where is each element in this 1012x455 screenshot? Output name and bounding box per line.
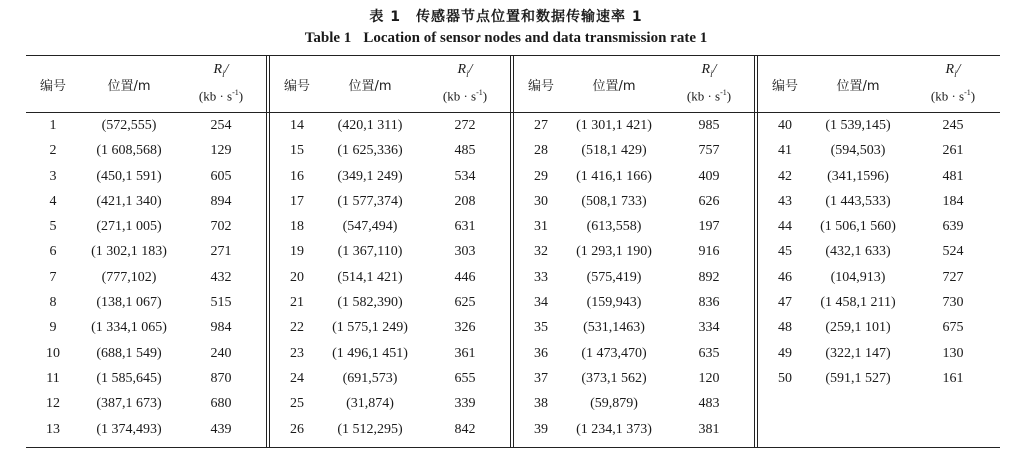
cell-rate: 631 [454,219,476,235]
cell-number: 31 [534,219,548,235]
cell-position: (518,1 429) [581,143,647,159]
header-number: 编号 [283,79,310,94]
cell-number: 48 [778,320,792,336]
table-row [26,291,266,316]
cell-position: (271,1 005) [96,219,162,235]
cell-position: (432,1 633) [825,244,891,260]
table-row [758,291,1000,316]
cell-position: (531,1463) [583,320,645,336]
cell-rate: 916 [698,244,720,260]
cell-rate: 208 [454,193,476,209]
table-column-group [270,55,510,447]
table-header [514,55,754,112]
header-rate [664,61,754,106]
header-rate-exponent: -1 [720,87,727,97]
cell-rate: 524 [942,244,964,260]
cell-rate: 197 [698,219,720,235]
cell-number: 23 [290,345,304,361]
cell-position: (450,1 591) [96,168,162,184]
header-rate [908,61,998,106]
table-row [26,215,266,240]
cell-position: (691,573) [342,370,398,386]
cell-number: 43 [778,193,792,209]
cell-rate: 639 [942,219,964,235]
cell-rate: 635 [698,345,720,361]
cell-position: (373,1 562) [581,370,647,386]
cell-rate: 161 [942,370,964,386]
table-row [270,291,510,316]
table-row [270,418,510,443]
header-rate-exponent: -1 [232,87,239,97]
cell-position: (59,879) [590,396,638,412]
header-number: 编号 [771,79,798,94]
header-rate-symbol: $R_i/$ [213,62,229,79]
cell-rate: 680 [210,396,232,412]
cell-number: 17 [290,193,304,209]
cell-rate: 326 [454,320,476,336]
cell-rate: 730 [942,295,964,311]
cell-position: (613,558) [586,219,642,235]
cell-number: 2 [49,143,57,159]
cell-number: 10 [46,345,60,361]
cell-number: 4 [49,193,57,209]
cell-rate: 120 [698,370,720,386]
cell-position: (547,494) [342,219,398,235]
cell-number: 16 [290,168,304,184]
header-rate-symbol: $R_i/$ [701,62,717,79]
cell-number: 36 [534,345,548,361]
cell-number: 13 [46,421,60,437]
table-row [758,367,1000,392]
header-rate-subscript: i [222,68,225,79]
cell-rate: 625 [454,295,476,311]
cell-position: (1 334,1 065) [91,320,167,336]
table-row [270,392,510,417]
cell-rate: 381 [698,421,720,437]
table-title: Location of sensor nodes and data transmission rate 1 [363,30,708,46]
cell-position: (1 374,493) [96,421,162,437]
cell-position: (31,874) [346,396,394,412]
table-row [26,316,266,341]
cell-number: 9 [49,320,57,336]
cell-number: 34 [534,295,548,311]
table-row [758,240,1000,265]
cell-rate: 985 [698,118,720,133]
cell-number: 22 [290,320,304,336]
table-row [514,418,754,443]
cell-position: (1 625,336) [337,143,403,159]
cell-number: 15 [290,143,304,159]
cell-rate: 271 [210,244,232,260]
table-column-group [758,55,1000,447]
header-number: 编号 [527,79,554,94]
cell-number: 50 [778,370,792,386]
cell-position: (1 458,1 211) [820,295,896,311]
cell-rate: 254 [210,118,232,133]
cell-number: 1 [49,118,57,133]
header-rate-exponent: -1 [476,87,483,97]
cell-number: 37 [534,370,548,386]
cell-rate: 184 [942,193,964,209]
cell-rate: 483 [698,396,720,412]
cell-position: (387,1 673) [96,396,162,412]
cell-rate: 984 [210,320,232,336]
cell-position: (1 473,470) [581,345,647,361]
table-row [758,139,1000,164]
cell-position: (259,1 101) [825,320,891,336]
cell-position: (572,555) [101,118,157,133]
bottom-rule [26,447,1000,448]
cell-number: 19 [290,244,304,260]
cell-rate: 339 [454,396,476,412]
header-rate-unit: $(kb \cdot s^{-1})$ [930,87,976,104]
table-body [270,114,510,443]
table-number: Table 1 [304,30,352,46]
table-row [758,266,1000,291]
cell-position: (1 585,645) [96,370,162,386]
cell-number: 3 [49,168,57,184]
cell-position: (349,1 249) [337,168,403,184]
cell-position: (508,1 733) [581,193,647,209]
cell-rate: 836 [698,295,720,311]
header-rate [176,61,266,106]
cell-number: 12 [46,396,60,412]
cell-position: (1 443,533) [825,193,891,209]
cell-number: 42 [778,168,792,184]
cell-number: 49 [778,345,792,361]
cell-position: (1 575,1 249) [332,320,408,336]
cell-rate: 626 [698,193,720,209]
table-header [270,55,510,112]
table-row [26,266,266,291]
header-position: 位置/m [836,79,880,94]
cell-number: 35 [534,320,548,336]
table-body [514,114,754,443]
table-row [270,139,510,164]
cell-position: (1 582,390) [337,295,403,311]
cell-position: (1 293,1 190) [576,244,652,260]
header-position: 位置/m [107,79,151,94]
table-row [758,114,1000,139]
header-rate-subscript: i [710,68,713,79]
cell-number: 28 [534,143,548,159]
table-row [758,190,1000,215]
cell-rate: 361 [454,345,476,361]
table-row [514,165,754,190]
cell-number: 38 [534,396,548,412]
cell-number: 46 [778,269,792,285]
table-row [26,165,266,190]
cell-rate: 446 [454,269,476,285]
cell-number: 29 [534,168,548,184]
cell-rate: 303 [454,244,476,260]
cell-position: (421,1 340) [96,193,162,209]
table-row [26,139,266,164]
cell-number: 5 [49,219,57,235]
table-row [26,190,266,215]
table-row [514,367,754,392]
cell-rate: 842 [454,421,476,437]
table-caption-chinese: 表 1 传感器节点位置和数据传输速率 1 [369,9,643,25]
cell-rate: 481 [942,168,964,184]
cell-position: (591,1 527) [825,370,891,386]
cell-rate: 130 [942,345,964,361]
table-row [514,215,754,240]
cell-rate: 485 [454,143,476,159]
table-row [26,342,266,367]
table-row [514,342,754,367]
table-row [514,266,754,291]
cell-rate: 334 [698,320,720,336]
table-row [514,139,754,164]
cell-position: (104,913) [830,269,886,285]
table-row [514,392,754,417]
table-caption-english [0,30,1012,47]
table-row [270,165,510,190]
table-body [758,114,1000,392]
table-row [270,367,510,392]
cell-position: (1 302,1 183) [91,244,167,260]
cell-number: 21 [290,295,304,311]
cell-position: (420,1 311) [337,118,403,133]
table-row [26,240,266,265]
table-row [270,215,510,240]
cell-rate: 870 [210,370,232,386]
cell-position: (1 512,295) [337,421,403,437]
header-rate-unit: $(kb \cdot s^{-1})$ [198,87,244,104]
cell-rate: 439 [210,421,232,437]
cell-number: 39 [534,421,548,437]
cell-position: (575,419) [586,269,642,285]
table-row [758,165,1000,190]
cell-position: (594,503) [830,143,886,159]
cell-position: (777,102) [101,269,157,285]
table-row [758,215,1000,240]
cell-rate: 261 [942,143,964,159]
table-header [26,55,266,112]
cell-rate: 605 [210,168,232,184]
header-rate-unit: $(kb \cdot s^{-1})$ [686,87,732,104]
cell-number: 33 [534,269,548,285]
cell-position: (1 496,1 451) [332,345,408,361]
cell-position: (1 367,110) [337,244,403,260]
table-row [270,190,510,215]
cell-number: 45 [778,244,792,260]
cell-number: 8 [49,295,57,311]
cell-number: 32 [534,244,548,260]
table-column-group [514,55,754,447]
cell-position: (1 608,568) [96,143,162,159]
cell-position: (138,1 067) [96,295,162,311]
cell-position: (514,1 421) [337,269,403,285]
table-row [758,316,1000,341]
cell-position: (1 577,374) [337,193,403,209]
cell-number: 6 [49,244,57,260]
cell-rate: 757 [698,143,720,159]
cell-number: 25 [290,396,304,412]
cell-number: 41 [778,143,792,159]
table-column-group [26,55,266,447]
cell-position: (1 416,1 166) [576,168,652,184]
cell-rate: 892 [698,269,720,285]
table-row [270,240,510,265]
table-row [514,316,754,341]
cell-rate: 245 [942,118,964,133]
table-row [26,392,266,417]
header-rate-subscript: i [466,68,469,79]
cell-number: 7 [49,269,57,285]
cell-rate: 702 [210,219,232,235]
cell-rate: 534 [454,168,476,184]
cell-position: (688,1 549) [96,345,162,361]
cell-number: 26 [290,421,304,437]
table-row [26,367,266,392]
cell-position: (322,1 147) [825,345,891,361]
cell-rate: 272 [454,118,476,133]
cell-rate: 432 [210,269,232,285]
cell-position: (1 506,1 560) [820,219,896,235]
table-row [514,240,754,265]
table-row [758,342,1000,367]
table-row [26,114,266,139]
cell-rate: 129 [210,143,232,159]
cell-number: 30 [534,193,548,209]
cell-rate: 409 [698,168,720,184]
table-row [270,266,510,291]
table-row [514,190,754,215]
header-rate-subscript: i [954,68,957,79]
table-row [270,316,510,341]
cell-number: 18 [290,219,304,235]
table-row [514,114,754,139]
cell-rate: 894 [210,193,232,209]
table-row [270,114,510,139]
header-position: 位置/m [592,79,636,94]
cell-rate: 727 [942,269,964,285]
table-row [270,342,510,367]
header-number: 编号 [39,79,66,94]
header-rate [420,61,510,106]
cell-number: 44 [778,219,792,235]
cell-number: 40 [778,118,792,133]
cell-number: 14 [290,118,304,133]
cell-number: 24 [290,370,304,386]
cell-position: (1 539,145) [825,118,891,133]
table-header [758,55,1000,112]
cell-rate: 240 [210,345,232,361]
cell-rate: 515 [210,295,232,311]
cell-number: 47 [778,295,792,311]
cell-rate: 675 [942,320,964,336]
cell-rate: 655 [454,370,476,386]
header-rate-symbol: $R_i/$ [945,62,961,79]
cell-position: (159,943) [586,295,642,311]
cell-position: (1 234,1 373) [576,421,652,437]
header-rate-symbol: $R_i/$ [457,62,473,79]
cell-number: 20 [290,269,304,285]
cell-number: 11 [46,370,60,386]
table-body [26,114,266,443]
table-row [514,291,754,316]
header-rate-unit: $(kb \cdot s^{-1})$ [442,87,488,104]
table-row [26,418,266,443]
cell-position: (1 301,1 421) [576,118,652,133]
header-position: 位置/m [348,79,392,94]
cell-number: 27 [534,118,548,133]
cell-position: (341,1596) [827,168,889,184]
header-rate-exponent: -1 [964,87,971,97]
